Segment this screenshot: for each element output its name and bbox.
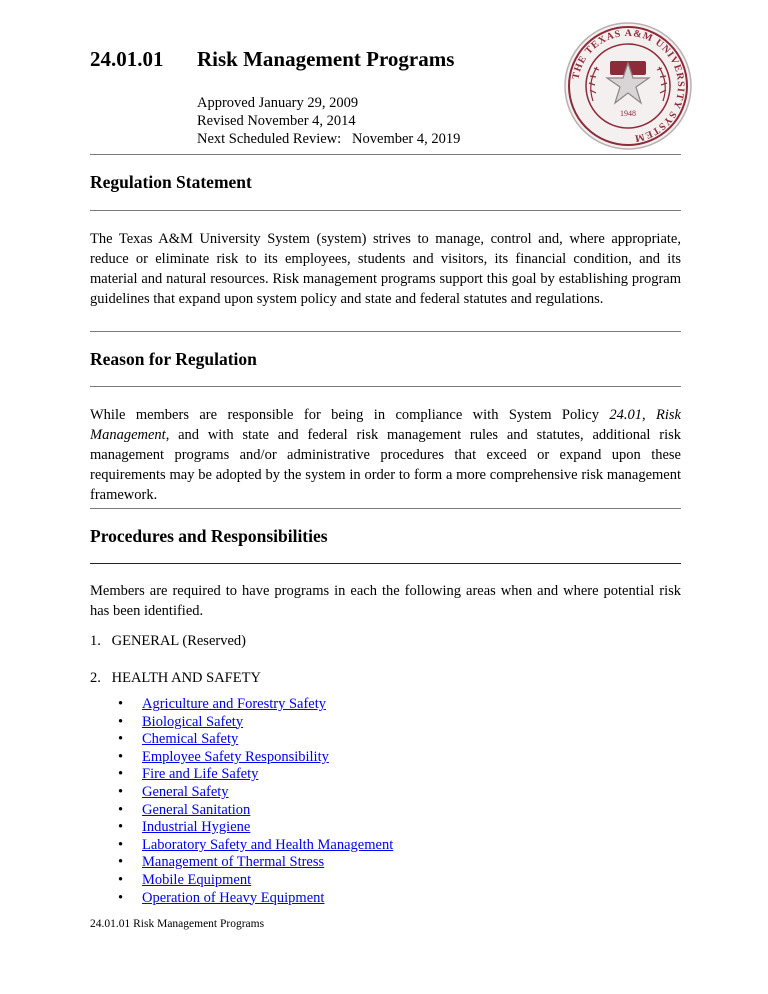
link-general-sanitation[interactable]: General Sanitation (142, 801, 251, 818)
list-item (118, 872, 393, 890)
program-link-list (118, 696, 393, 907)
link-chemical-safety[interactable]: Chemical Safety (142, 731, 239, 748)
bullet-icon: • (118, 871, 124, 888)
date-block (197, 94, 460, 148)
bullet-icon: • (118, 731, 124, 748)
heading-regulation-statement: Regulation Statement (90, 172, 252, 192)
bullet-icon: • (118, 801, 124, 818)
bullet-icon: • (118, 889, 124, 906)
divider (90, 210, 681, 211)
system-seal-logo (563, 21, 693, 151)
list-item (118, 731, 393, 749)
revised-date: Revised November 4, 2014 (197, 113, 356, 129)
approved-date: Approved January 29, 2009 (197, 95, 359, 111)
divider (90, 508, 681, 509)
bullet-icon: • (118, 819, 124, 836)
seal-year: 1948 (620, 109, 636, 118)
list-item (118, 749, 393, 767)
link-employee-safety-responsibility[interactable]: Employee Safety Responsibility (142, 748, 329, 765)
heading-procedures: Procedures and Responsibilities (90, 526, 328, 546)
bullet-icon: • (118, 696, 124, 712)
regulation-number: 24.01.01 (90, 47, 164, 71)
policy-reference: 24.01, Risk Management (90, 407, 681, 443)
divider (90, 154, 681, 155)
divider (90, 563, 681, 564)
list-item-health-safety: 2. HEALTH AND SAFETY (90, 670, 261, 686)
divider (90, 386, 681, 387)
list-item (118, 854, 393, 872)
list-item (118, 819, 393, 837)
bullet-icon: • (118, 748, 124, 765)
next-review-date: Next Scheduled Review: November 4, 2019 (197, 131, 461, 147)
list-item (118, 837, 393, 855)
list-item (118, 784, 393, 802)
list-item (118, 890, 393, 908)
regulation-statement-text: The Texas A&M University System (system) strives to manage, control and, where appropriate, reduce or eliminate risk to its employees, students and visitors, its financial condition, and its material and natural resources. Risk management programs support this goal by establishing program guidelines that expand upon system policy and state and federal statutes and regulations. (90, 231, 681, 307)
link-laboratory-safety[interactable]: Laboratory Safety and Health Management (142, 836, 394, 853)
link-mobile-equipment[interactable]: Mobile Equipment (142, 871, 252, 888)
bullet-icon: • (118, 766, 124, 783)
bullet-icon: • (118, 783, 124, 800)
list-item (118, 696, 393, 714)
regulation-title: Risk Management Programs (197, 47, 455, 71)
list-item-general: 1. GENERAL (Reserved) (90, 633, 246, 649)
seal-lettering: THE TEXAS A&M UNIVERSITY SYSTEM (570, 27, 687, 144)
link-thermal-stress[interactable]: Management of Thermal Stress (142, 854, 325, 871)
reason-text: While members are responsible for being in compliance with System Policy 24.01, Risk Management, and with state and federal risk management rules and statutes, additional risk management programs and/or administrative procedures that exceed or expand upon these requirements may be adopted by the system in order to form a more comprehensive risk management framework. (90, 407, 681, 503)
procedures-intro: Members are required to have programs in each the following areas when and where potential risk has been identified. (90, 583, 681, 619)
bullet-icon: • (118, 713, 124, 730)
link-general-safety[interactable]: General Safety (142, 783, 229, 800)
bullet-icon: • (118, 854, 124, 871)
link-agriculture-forestry-safety[interactable]: Agriculture and Forestry Safety (142, 696, 327, 712)
page-footer: 24.01.01 Risk Management Programs (90, 918, 265, 930)
list-item (118, 766, 393, 784)
heading-reason-for-regulation: Reason for Regulation (90, 349, 257, 369)
list-item (118, 802, 393, 820)
divider (90, 331, 681, 332)
link-biological-safety[interactable]: Biological Safety (142, 713, 244, 730)
bullet-icon: • (118, 836, 124, 853)
link-heavy-equipment[interactable]: Operation of Heavy Equipment (142, 889, 325, 906)
list-item (118, 714, 393, 732)
link-industrial-hygiene[interactable]: Industrial Hygiene (142, 819, 251, 836)
link-fire-life-safety[interactable]: Fire and Life Safety (142, 766, 259, 783)
